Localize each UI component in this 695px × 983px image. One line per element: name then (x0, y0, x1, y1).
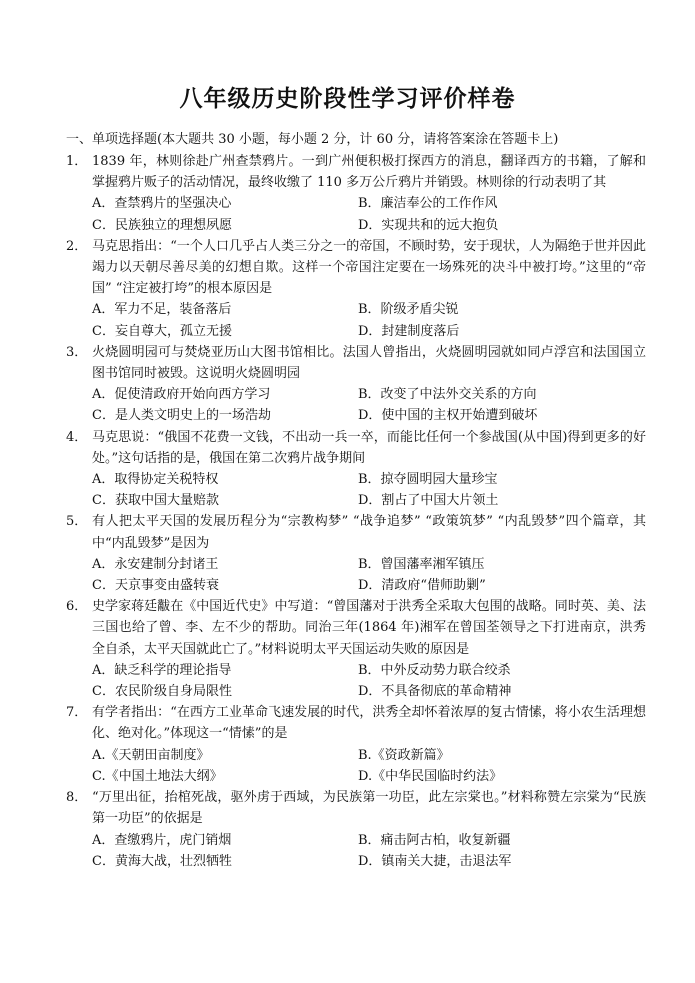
question-number: 8． (66, 790, 88, 806)
option-b: B．改变了中法外交关系的方向 (358, 387, 537, 403)
question-number: 7． (66, 705, 88, 721)
question-number: 2． (66, 238, 88, 254)
option-a: A．军力不足，装备落后 (92, 302, 232, 318)
option-d: D．封建制度落后 (358, 323, 460, 339)
option-b: B．中外反动势力联合绞杀 (358, 662, 511, 678)
question-stem: 史学家蒋廷黻在《中国近代史》中写道：“曾国藩对于洪秀全采取大包围的战略。同时英、美、法三国也给了曾、李、左不少的帮助。同治三年(1864 年)湘军在曾国荃领导之下打进南京，洪秀全自杀，太平天国就此亡了。”材料说明太平天国运动失败的原因是 (92, 599, 646, 657)
question-8 (66, 787, 646, 872)
question-stem: 马克思说：“俄国不花费一文钱，不出动一兵一卒，而能比任何一个参战国(从中国)得到更多的好处。”这句话指的是，俄国在第二次鸦片战争期间 (92, 429, 646, 466)
option-c: C．获取中国大量赔款 (92, 493, 219, 509)
question-5 (66, 511, 646, 596)
option-d: D．割占了中国大片领土 (358, 493, 499, 509)
option-a: A．取得协定关税特权 (92, 472, 219, 488)
option-c: C．农民阶级自身局限性 (92, 684, 232, 700)
option-d: D.《中华民国临时约法》 (358, 768, 503, 784)
option-a: A．促使清政府开始向西方学习 (92, 387, 271, 403)
question-number: 4． (66, 429, 88, 445)
option-a: A．查禁鸦片的坚强决心 (92, 196, 232, 212)
option-c: C．民族独立的理想夙愿 (92, 217, 232, 233)
question-stem: 马克思指出：“一个人口几乎占人类三分之一的帝国，不顾时势，安于现状，人为隔绝于世并因此竭力以天朝尽善尽美的幻想自欺。这样一个帝国注定要在一场殊死的决斗中被打垮。”这里的“帝国” “注定被打垮”的根本原因是 (92, 238, 646, 297)
question-stem: 火烧圆明园可与焚烧亚历山大图书馆相比。法国人曾指出，火烧圆明园就如同卢浮宫和法国国立图书馆同时被毁。这说明火烧圆明园 (92, 344, 646, 382)
option-d: D．不具备彻底的革命精神 (358, 684, 512, 700)
option-d: D．清政府“借师助剿” (358, 578, 486, 594)
option-b: B．廉洁奉公的工作作风 (358, 196, 498, 212)
option-c: C．是人类文明史上的一场浩劫 (92, 408, 271, 424)
question-stem: “万里出征，抬棺死战，驱外虏于西域，为民族第一功臣，此左宗棠也。”材料称赞左宗棠为“民族第一功臣”的依据是 (92, 790, 646, 827)
option-c: C．妄自尊大，孤立无援 (92, 323, 232, 339)
option-d: D．使中国的主权开始遭到破坏 (358, 408, 538, 424)
option-d: D．镇南关大捷，击退法军 (358, 853, 512, 869)
section-heading: 一、单项选择题(本大题共 30 小题，每小题 2 分，计 60 分，请将答案涂在答题卡上) (66, 132, 559, 147)
option-d: D．实现共和的远大抱负 (358, 217, 499, 233)
option-a: A．缺乏科学的理论指导 (92, 662, 232, 678)
question-7 (66, 702, 646, 787)
question-3 (66, 342, 646, 427)
question-1 (66, 151, 646, 236)
question-stem: 有人把太平天国的发展历程分为“宗教构梦” “战争追梦” “政策筑梦” “内乱毁梦”四个篇章，其中“内乱毁梦”是因为 (92, 514, 646, 551)
option-a: A．永安建制分封诸王 (92, 556, 219, 572)
question-2 (66, 236, 646, 342)
exam-title: 八年级历史阶段性学习评价样卷 (179, 85, 516, 112)
question-list (66, 151, 646, 872)
question-stem: 1839 年，林则徐赴广州查禁鸦片。一到广州便积极打探西方的消息，翻译西方的书籍，了解和掌握鸦片贩子的活动情况，最终收缴了 110 多万公斤鸦片并销毁。林则徐的行动表明了其 (92, 154, 646, 191)
option-b: B.《资政新篇》 (358, 747, 450, 763)
option-c: C．天京事变由盛转衰 (92, 578, 219, 594)
option-a: A．查缴鸦片，虎门销烟 (92, 832, 232, 848)
option-b: B．掠夺圆明园大量珍宝 (358, 472, 498, 488)
question-4 (66, 427, 646, 512)
question-number: 6． (66, 599, 88, 615)
option-b: B．阶级矛盾尖锐 (358, 302, 459, 318)
option-c: C.《中国土地法大纲》 (92, 768, 223, 784)
question-number: 1． (66, 154, 88, 169)
option-b: B．痛击阿古柏，收复新疆 (358, 832, 511, 848)
option-c: C．黄海大战，壮烈牺牲 (92, 853, 232, 869)
question-stem: 有学者指出：“在西方工业革命飞速发展的时代，洪秀全却怀着浓厚的复古情愫，将小农生活理想化、绝对化。”体现这一“情愫”的是 (92, 705, 646, 742)
option-a: A.《天朝田亩制度》 (92, 747, 210, 763)
option-b: B．曾国藩率湘军镇压 (358, 556, 485, 572)
question-6 (66, 596, 646, 702)
question-number: 3． (66, 344, 88, 360)
question-number: 5． (66, 514, 88, 530)
